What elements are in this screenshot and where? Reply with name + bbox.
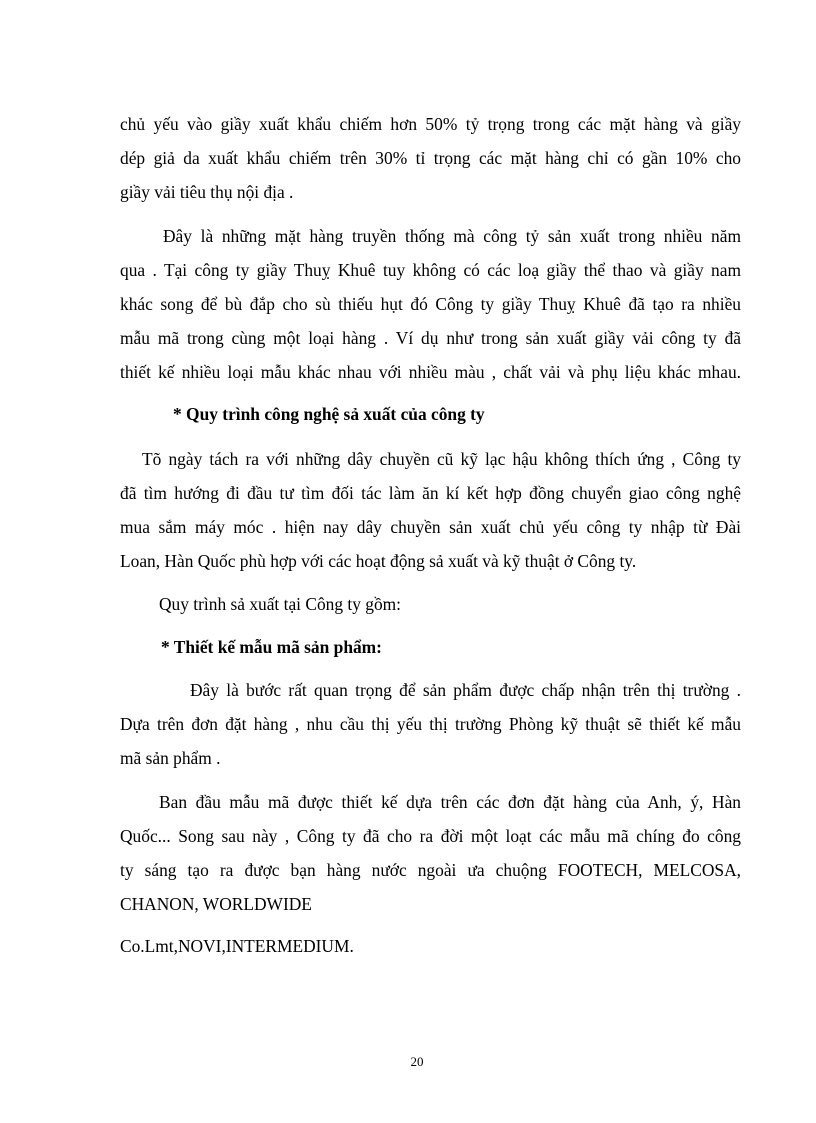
paragraph-1-line-2: dép giả da xuất khẩu chiếm trên 30% tỉ trọng các mặt hàng chỉ có gần 10% cho: [120, 148, 741, 168]
paragraph-3-line-4: Loan, Hàn Quốc phù hợp với các hoạt động sả xuất và kỹ thuật ở Công ty.: [120, 551, 637, 571]
section-heading-production-process: * Quy trình công nghệ sả xuất của công ty: [173, 404, 485, 424]
section-heading-product-design: * Thiết kế mẫu mã sản phẩm:: [161, 637, 382, 657]
paragraph-5-line-2: Dựa trên đơn đặt hàng , nhu cầu thị yếu thị trường Phòng kỹ thuật sẽ thiết kế mẫu: [120, 714, 741, 734]
page-number: 20: [410, 1054, 424, 1069]
paragraph-4: Quy trình sả xuất tại Công ty gồm:: [159, 594, 401, 614]
paragraph-2-line-3: khác song để bù đắp cho sù thiếu hụt đó Công ty giầy Thuỵ Khuê đã tạo ra nhiều: [120, 294, 741, 314]
paragraph-2-line-1: Đây là những mặt hàng truyền thống mà công tỷ sản xuất trong nhiều năm: [163, 226, 741, 246]
paragraph-5-line-3: mã sản phẩm .: [120, 748, 221, 768]
paragraph-6-line-1: Ban đầu mẫu mã được thiết kế dựa trên các đơn đặt hàng của Anh, ý, Hàn: [159, 792, 741, 812]
paragraph-7: Co.Lmt,NOVI,INTERMEDIUM.: [120, 936, 354, 956]
paragraph-6-line-2: Quốc... Song sau này , Công ty đã cho ra đời một loạt các mẫu mã chíng đo công: [120, 826, 741, 846]
paragraph-1-line-3: giầy vải tiêu thụ nội địa .: [120, 182, 294, 202]
paragraph-3-line-3: mua sắm máy móc . hiện nay dây chuyền sản xuất chủ yếu công ty nhập từ Đài: [120, 517, 741, 537]
paragraph-2-line-2: qua . Tại công ty giầy Thuỵ Khuê tuy không có các loạ giầy thể thao và giầy nam: [120, 260, 741, 280]
paragraph-2-line-4: mẫu mã trong cùng một loại hàng . Ví dụ như trong sản xuất giầy vải công ty đã: [120, 328, 741, 348]
paragraph-3-line-2: đã tìm hướng đi đầu tư tìm đối tác làm ăn kí kết hợp đồng chuyển giao công nghệ: [120, 483, 741, 503]
paragraph-5-line-1: Đây là bước rất quan trọng để sản phẩm được chấp nhận trên thị trường .: [190, 680, 741, 700]
paragraph-3-line-1: Tõ ngày tách ra với những dây chuyền cũ kỹ lạc hậu không thích ứng , Công ty: [142, 449, 741, 469]
paragraph-6-line-3: ty sáng tạo ra được bạn hàng nước ngoài ưa chuộng FOOTECH, MELCOSA,: [120, 860, 741, 880]
paragraph-2-line-5: thiết kế nhiều loại mẫu khác nhau với nhiều màu , chất vải và phụ liệu khác mhau.: [120, 362, 741, 382]
paragraph-6-line-4: CHANON, WORLDWIDE: [120, 894, 312, 914]
paragraph-1-line-1: chủ yếu vào giầy xuất khẩu chiếm hơn 50% tỷ trọng trong các mặt hàng và giầy: [120, 114, 741, 134]
